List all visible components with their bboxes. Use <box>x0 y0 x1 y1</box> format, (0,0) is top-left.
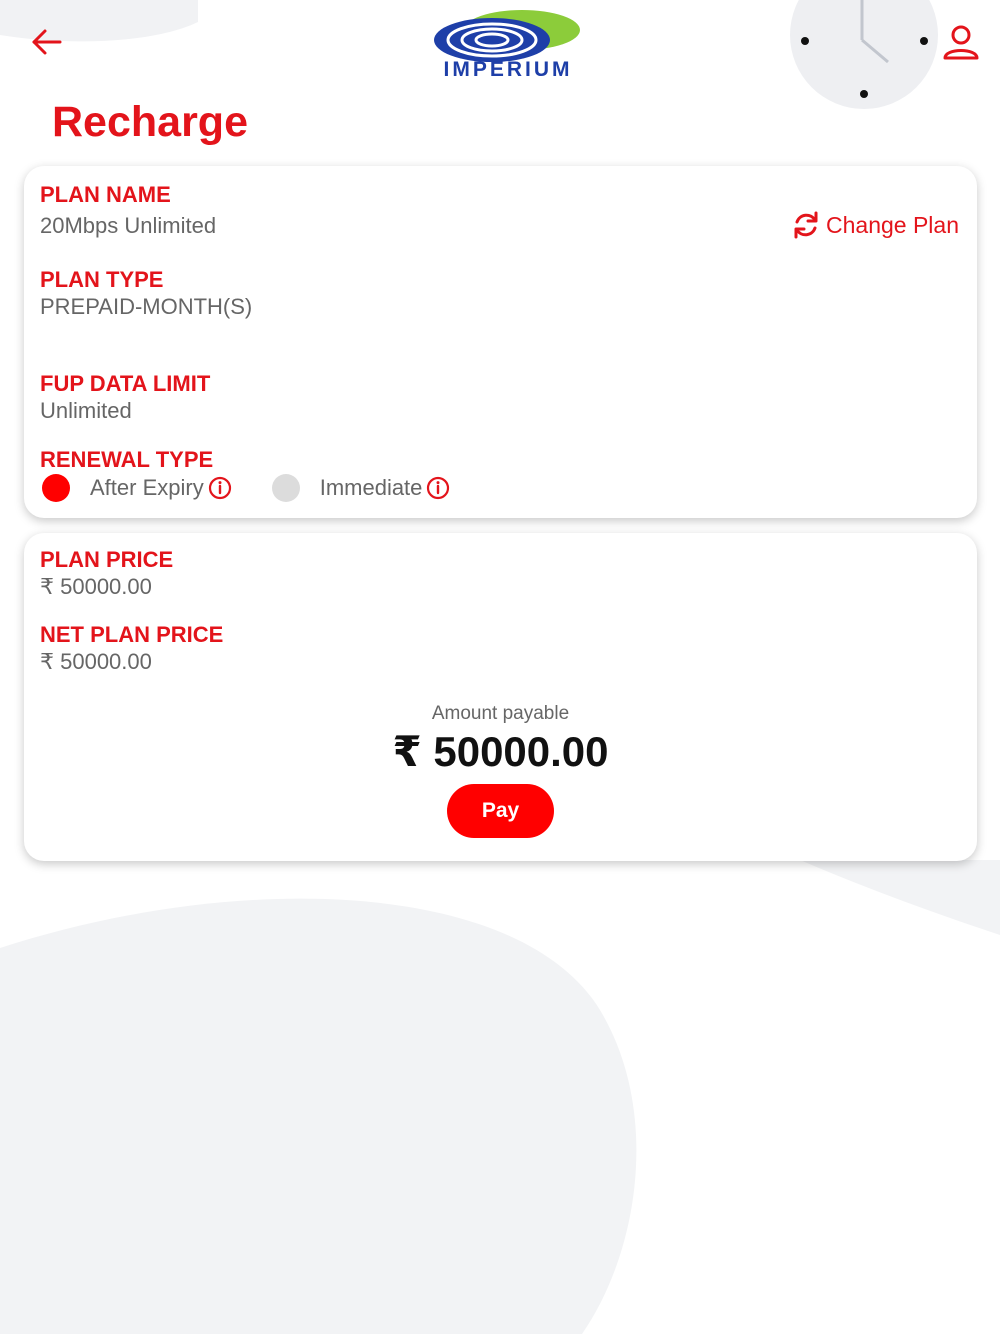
info-icon[interactable] <box>208 476 232 500</box>
net-plan-price-label: NET PLAN PRICE <box>40 622 224 647</box>
logo-mark <box>390 8 626 63</box>
logo <box>390 8 626 80</box>
radio-after-expiry[interactable] <box>42 474 70 502</box>
info-icon[interactable] <box>426 476 450 500</box>
plan-name-value: 20Mbps Unlimited <box>40 213 217 238</box>
plan-details-card <box>24 166 977 518</box>
renewal-type-label: RENEWAL TYPE <box>40 447 214 472</box>
refresh-icon <box>790 210 822 240</box>
change-plan-button[interactable] <box>790 210 959 240</box>
plan-name-label: PLAN NAME <box>40 182 171 207</box>
clock-icon <box>790 0 938 109</box>
radio-immediate-label: Immediate <box>319 475 423 500</box>
renewal-type-options <box>42 474 450 502</box>
page-title: Recharge <box>52 98 248 146</box>
amount-payable-value: ₹ 50000.00 <box>392 728 609 775</box>
net-plan-price-value: ₹ 50000.00 <box>40 649 152 674</box>
fup-data-limit-label: FUP DATA LIMIT <box>40 371 211 396</box>
price-card <box>24 533 977 861</box>
fup-data-limit-value: Unlimited <box>40 398 132 423</box>
profile-button[interactable] <box>940 22 982 64</box>
logo-text: IMPERIUM <box>443 58 573 81</box>
plan-price-value: ₹ 50000.00 <box>40 574 152 599</box>
arrow-left-icon <box>28 22 68 62</box>
plan-type-label: PLAN TYPE <box>40 267 164 292</box>
pay-button[interactable]: Pay <box>447 784 554 838</box>
user-icon <box>940 22 982 64</box>
amount-payable-label: Amount payable <box>431 703 570 724</box>
radio-after-expiry-label: After Expiry <box>90 475 204 500</box>
change-plan-label: Change Plan <box>826 211 959 238</box>
plan-price-label: PLAN PRICE <box>40 547 174 572</box>
radio-immediate[interactable] <box>272 474 300 502</box>
back-button[interactable] <box>28 22 68 62</box>
plan-type-value: PREPAID-MONTH(S) <box>40 294 253 319</box>
